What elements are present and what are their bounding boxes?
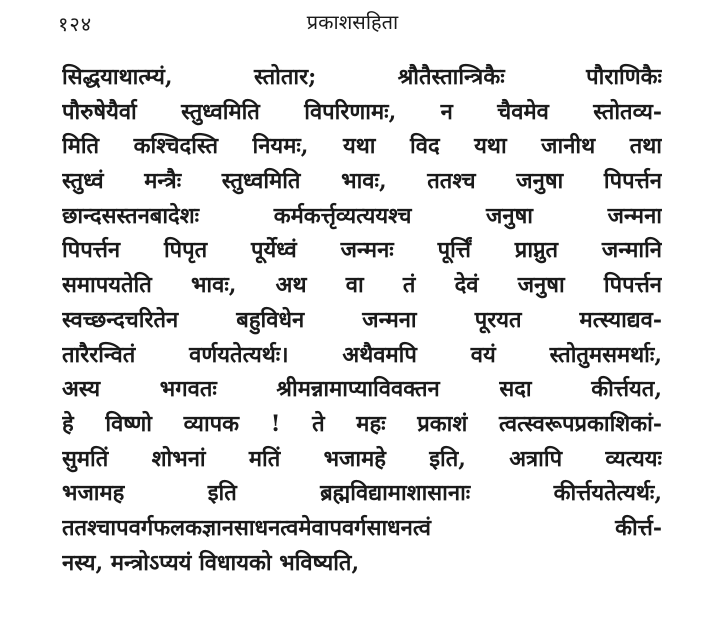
text-line: अस्य भगवतः श्रीमन्नामाप्याविवक्तन सदा कीर्त्तयत, — [62, 376, 662, 403]
text-line: सिद्धयाथात्म्यं, स्तोतार; श्रौतैस्तान्त्रिकैः पौराणिकैः — [62, 64, 662, 90]
text-line: नस्य, मन्त्रोऽप्ययं विधायको भविष्यति, — [62, 549, 360, 576]
text-line: मिति कश्चिदस्ति नियमः, यथा विद यथा जानीथ तथा — [62, 133, 662, 160]
text-line: समापयतेति भावः, अथ वा तं देवं जनुषा पिपर्त्तन — [62, 272, 662, 299]
text-line: पौरुषेयैर्वा स्तुध्वमिति विपरिणामः, न चैवमेव स्तोतव्य- — [62, 98, 662, 125]
text-line: तारैरन्वितं वर्णयतेत्यर्थः। अथैवमपि वयं स्तोतुमसमर्थाः, — [62, 341, 662, 368]
text-line: पिपर्त्तन पिपृत पूर्येध्वं जन्मनः पूर्त्तिं प्राप्नुत जन्मानि — [62, 237, 662, 264]
body-text — [62, 60, 662, 580]
text-line: स्वच्छन्दचरितेन बहुविधेन जन्मना पूरयत मत्स्याद्यव- — [62, 306, 662, 333]
text-line: स्तुध्वं मन्त्रैः स्तुध्वमिति भावः, ततश्च जनुषा पिपर्त्तन — [62, 168, 662, 195]
text-line: सुमतिं शोभनां मतिं भजामहे इति, अत्रापि व्यत्ययः — [62, 445, 662, 472]
page-header — [0, 6, 705, 36]
text-line: हे विष्णो व्यापक ! ते महः प्रकाशं त्वत्स्वरूपप्रकाशिकां- — [62, 410, 662, 437]
running-title: प्रकाशसहिता — [306, 10, 399, 34]
text-line: ततश्चापवर्गफलकज्ञानसाधनत्वमेवापवर्गसाधनत्वं कीर्त्त- — [62, 514, 662, 541]
text-line: छान्दसस्तनबादेशः कर्मकर्त्तृव्यत्ययश्च जनुषा जन्मना — [62, 202, 662, 229]
page-number: १२४ — [58, 12, 93, 36]
text-line: भजामह इति ब्रह्मविद्यामाशासानाः कीर्त्तयतेत्यर्थः, — [62, 480, 662, 507]
